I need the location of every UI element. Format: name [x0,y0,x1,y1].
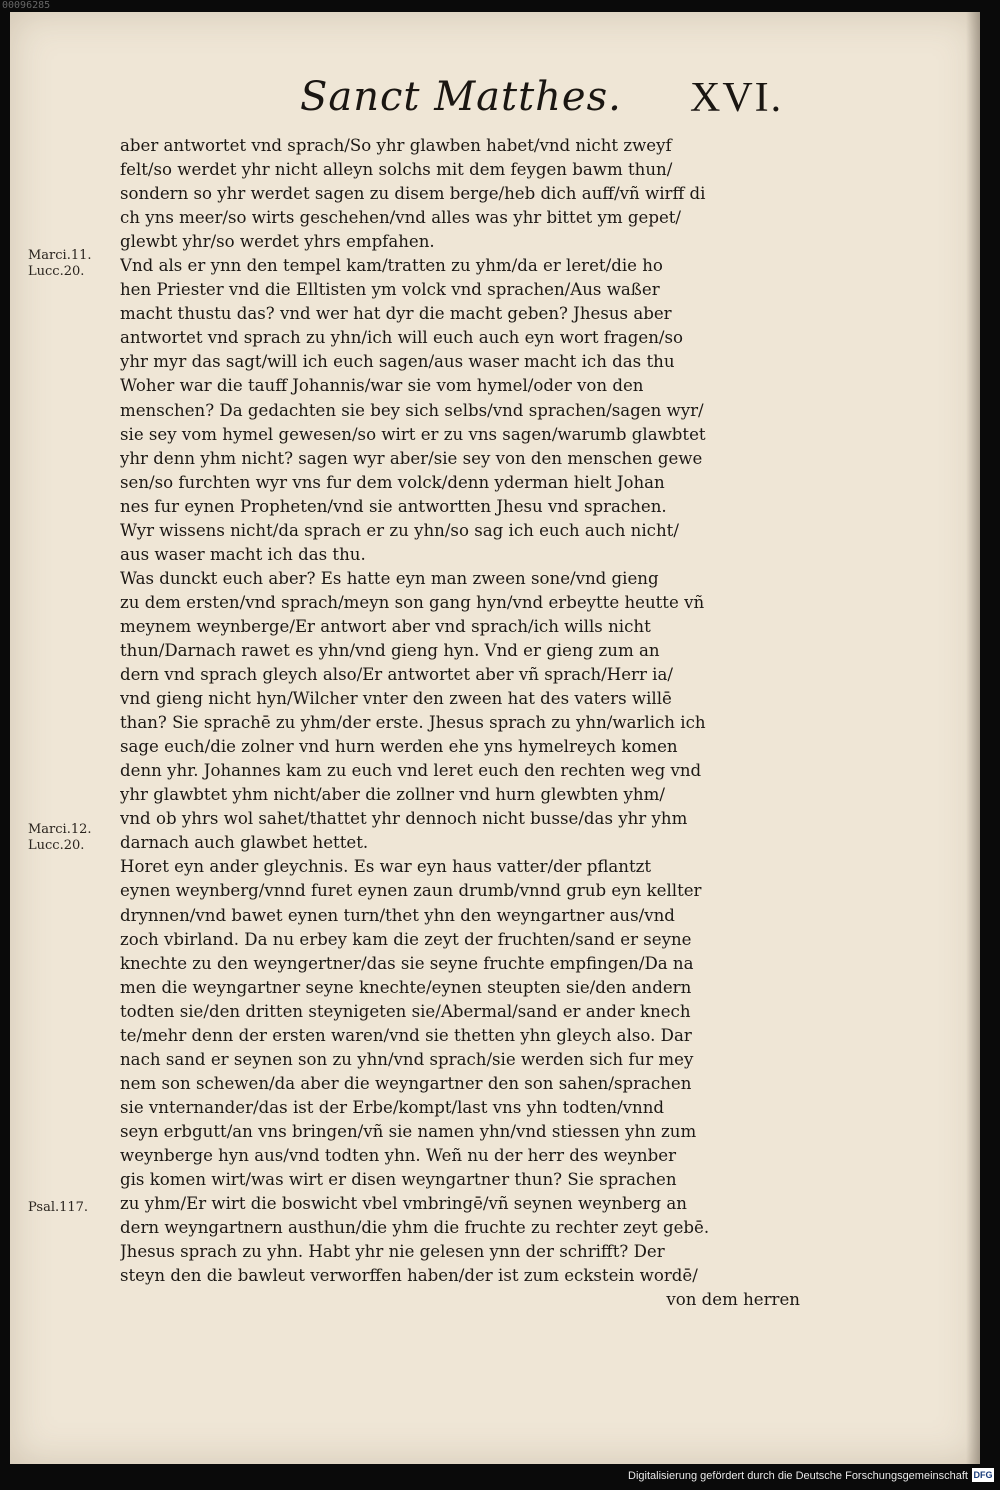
running-title: Sanct Matthes. [300,74,622,120]
text-line: aber antwortet vnd sprach/So yhr glawben habet/vnd nicht zweyf [120,136,672,155]
text-line: yhr myr das sagt/will ich euch sagen/aus waser macht ich das thu [120,352,675,372]
text-line: antwortet vnd sprach zu yhn/ich will euch auch eyn wort fragen/so [120,328,684,348]
margin-note-line: Lucc.20. [28,264,85,279]
body-text [120,134,800,1312]
text-line: meynem weynberge/Er antwort aber vnd sprach/ich wills nicht [120,616,651,636]
catchword-line: von dem herren [666,1290,800,1310]
margin-note-line: Marci.12. [28,822,92,837]
text-line: thun/Darnach rawet es yhn/vnd gieng hyn. Vnd er gieng zum an [120,640,660,660]
folio-number: XVI. [690,75,784,121]
text-line: Jhesus sprach zu yhn. Habt yhr nie gelesen ynn der schrifft? Der [120,1242,665,1262]
text-line: darnach auch glawbet hettet. [120,833,369,853]
text-line: sie sey vom hymel gewesen/so wirt er zu vns sagen/warumb glawbtet [120,424,706,444]
text-line: Wyr wissens nicht/da sprach er zu yhn/so sag ich euch auch nicht/ [120,520,679,540]
text-line: drynnen/vnd bawet eynen turn/thet yhn den weyngartner aus/vnd [120,905,675,925]
text-line: zoch vbirland. Da nu erbey kam die zeyt der fruchten/sand er seyne [120,929,692,949]
text-line: sen/so furchten wyr vns fur dem volck/denn yderman hielt Johan [120,472,665,492]
text-line: Woher war die tauff Johannis/war sie vom hymel/oder von den [120,376,644,396]
text-line: macht thustu das? vnd wer hat dyr die macht geben? Jhesus aber [120,304,672,324]
text-line: sie vnternander/das ist der Erbe/kompt/last vns yhn todten/vnnd [120,1097,665,1117]
margin-note [28,822,92,854]
text-line: denn yhr. Johannes kam zu euch vnd leret euch den rechten weg vnd [120,761,702,781]
text-line: yhr denn yhm nicht? sagen wyr aber/sie sey von den menschen gewe [120,448,703,468]
text-line: steyn den die bawleut verworffen haben/der ist zum eckstein wordē/ [120,1266,698,1286]
text-line: gis komen wirt/was wirt er disen weyngartner thun? Sie sprachen [120,1170,677,1190]
margin-note [28,1200,88,1216]
margin-note-line: Psal.117. [28,1200,89,1215]
text-line: yhr glawbtet yhm nicht/aber die zollner vnd hurn glewbten yhm/ [120,785,665,805]
book-page [10,12,980,1464]
text-line: zu yhm/Er wirt die boswicht vbel vmbringē/vñ seynen weynberg an [120,1194,687,1214]
text-line: sondern so yhr werdet sagen zu disem berge/heb dich auff/vñ wirff di [120,184,706,204]
text-line: nem son schewen/da aber die weyngartner den son sahen/sprachen [120,1073,692,1093]
text-line: Horet eyn ander gleychnis. Es war eyn haus vatter/der pflantzt [120,857,652,877]
text-line: vnd ob yhrs wol sahet/thattet yhr dennoch nicht busse/das yhr yhm [120,809,688,829]
text-line: knechte zu den weyngertner/das sie seyne fruchte empfingen/Da na [120,953,694,973]
digitization-credit: Digitalisierung gefördert durch die Deutsche Forschungsgemeinschaft [628,1470,968,1482]
text-line: sage euch/die zolner vnd hurn werden ehe yns hymelreych komen [120,737,678,757]
text-line: Was dunckt euch aber? Es hatte eyn man zween sone/vnd gieng [120,568,659,588]
text-line: nach sand er seynen son zu yhn/vnd sprach/sie werden sich fur mey [120,1049,694,1069]
text-line: Vnd als er ynn den tempel kam/tratten zu yhm/da er leret/die ho [120,256,663,276]
dfg-logo-icon: DFG [973,1470,993,1480]
text-line: weynberge hyn aus/vnd todten yhn. Weñ nu der herr des weynber [120,1145,676,1165]
margin-note [28,248,92,280]
text-line: felt/so werdet yhr nicht alleyn solchs mit dem feygen bawm thun/ [120,160,673,180]
text-line: eynen weynberg/vnnd furet eynen zaun drumb/vnnd grub eyn kellter [120,881,702,901]
text-line: todten sie/den dritten steynigeten sie/Abermal/sand er ander knech [120,1001,691,1021]
margin-note-line: Lucc.20. [28,838,85,853]
text-line: nes fur eynen Propheten/vnd sie antwortten Jhesu vnd sprachen. [120,496,667,516]
text-line: than? Sie sprachē zu yhm/der erste. Jhesus sprach zu yhn/warlich ich [120,713,706,733]
text-line: aus waser macht ich das thu. [120,544,366,564]
text-line: hen Priester vnd die Elltisten ym volck vnd sprachen/Aus waßer [120,280,660,300]
scan-identifier: 00096285 [2,0,51,11]
margin-note-line: Marci.11. [28,248,92,263]
text-line: te/mehr denn der ersten waren/vnd sie thetten yhn gleych also. Dar [120,1025,692,1045]
text-line: ch yns meer/so wirts geschehen/vnd alles was yhr bittet ym gepet/ [120,208,682,228]
text-line: seyn erbgutt/an vns bringen/vñ sie namen yhn/vnd stiessen yhn zum [120,1121,697,1141]
text-line: dern vnd sprach gleych also/Er antwortet aber vñ sprach/Herr ia/ [120,665,673,685]
text-line: glewbt yhr/so werdet yhrs empfahen. [120,232,435,252]
text-line: men die weyngartner seyne knechte/eynen steupten sie/den andern [120,977,692,997]
text-line: vnd gieng nicht hyn/Wilcher vnter den zween hat des vaters willē [120,689,672,709]
text-line: dern weyngartnern austhun/die yhm die fruchte zu rechter zeyt gebē. [120,1218,710,1238]
text-line: menschen? Da gedachten sie bey sich selbs/vnd sprachen/sagen wyr/ [120,400,704,420]
text-line: zu dem ersten/vnd sprach/meyn son gang hyn/vnd erbeytte heutte vñ [120,592,705,612]
